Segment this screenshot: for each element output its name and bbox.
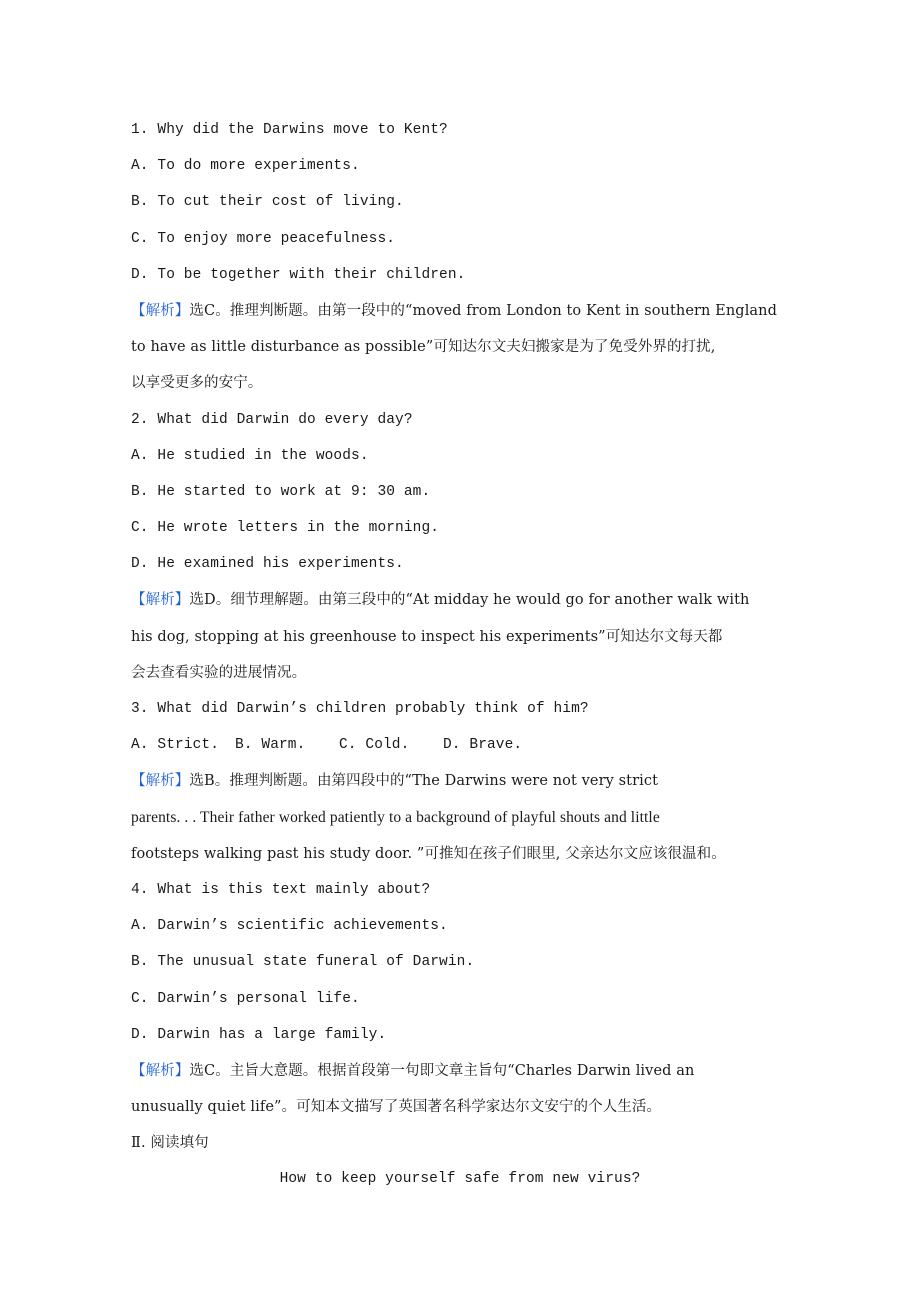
analysis-tag: 【解析】: [131, 592, 190, 609]
question-3-analysis-line-1: [131, 763, 821, 799]
question-2-analysis-line-3: 会去查看实验的进展情况。: [131, 664, 307, 681]
analysis-tag: 【解析】: [131, 302, 190, 319]
question-1-option-c: C. To enjoy more peacefulness.: [131, 230, 396, 247]
question-3-analysis-line-2: parents. . . Their father worked patiently to a background of playful shouts and little: [131, 808, 660, 826]
question-2-analysis-line-2: his dog, stopping at his greenhouse to inspect his experiments”可知达尔文每天都: [131, 628, 723, 645]
analysis-tag: 【解析】: [131, 1062, 190, 1079]
question-2-option-a: A. He studied in the woods.: [131, 447, 369, 464]
section-title: How to keep yourself safe from new virus?: [279, 1171, 641, 1188]
question-3-option-c: C. Cold.: [339, 737, 410, 754]
question-1-analysis-line-1: [131, 293, 821, 329]
analysis-text: 选C。推理判断题。由第一段中的“moved from London to Kent in southern England: [189, 302, 777, 319]
question-1-option-d: D. To be together with their children.: [131, 266, 466, 283]
question-3-option-a: A. Strict.: [131, 737, 220, 754]
document-page: [131, 112, 821, 1198]
question-4-option-a: A. Darwin’s scientific achievements.: [131, 918, 448, 935]
question-3-analysis-line-3: footsteps walking past his study door. ”可推知在孩子们眼里, 父亲达尔文应该很温和。: [131, 845, 726, 862]
question-1-stem: 1. Why did the Darwins move to Kent?: [131, 122, 448, 138]
analysis-text: 选C。主旨大意题。根据首段第一句即文章主旨句“Charles Darwin lived an: [189, 1062, 695, 1079]
question-4-option-c: C. Darwin’s personal life.: [131, 990, 360, 1007]
question-3-options-row: [131, 727, 821, 763]
analysis-text: 选D。细节理解题。由第三段中的“At midday he would go for another walk with: [189, 592, 750, 609]
analysis-tag: 【解析】: [131, 773, 190, 790]
question-3-option-d: D. Brave.: [443, 737, 523, 754]
question-1-option-b: B. To cut their cost of living.: [131, 194, 404, 211]
question-1-option-a: A. To do more experiments.: [131, 158, 360, 175]
question-1-analysis-line-2: to have as little disturbance as possible”可知达尔文夫妇搬家是为了免受外界的打扰,: [131, 339, 716, 356]
question-2-analysis-line-1: [131, 582, 821, 618]
question-4-analysis-line-1: [131, 1053, 821, 1089]
question-4-analysis-line-2: unusually quiet life”。可知本文描写了英国著名科学家达尔文安宁的个人生活。: [131, 1099, 662, 1116]
question-1-analysis-line-3: 以享受更多的安宁。: [131, 375, 263, 392]
question-2-option-c: C. He wrote letters in the morning.: [131, 520, 440, 537]
section-heading: Ⅱ. 阅读填句: [131, 1135, 209, 1152]
analysis-text: 选B。推理判断题。由第四段中的“The Darwins were not very strict: [189, 773, 659, 790]
question-3-stem: 3. What did Darwin’s children probably think of him?: [131, 701, 589, 717]
question-4-option-b: B. The unusual state funeral of Darwin.: [131, 954, 475, 971]
question-2-stem: 2. What did Darwin do every day?: [131, 411, 413, 428]
question-4-option-d: D. Darwin has a large family.: [131, 1026, 387, 1043]
question-4-stem: 4. What is this text mainly about?: [131, 881, 431, 898]
question-2-option-d: D. He examined his experiments.: [131, 556, 404, 573]
question-2-option-b: B. He started to work at 9: 30 am.: [131, 483, 431, 500]
question-3-option-b: B. Warm.: [235, 737, 306, 754]
